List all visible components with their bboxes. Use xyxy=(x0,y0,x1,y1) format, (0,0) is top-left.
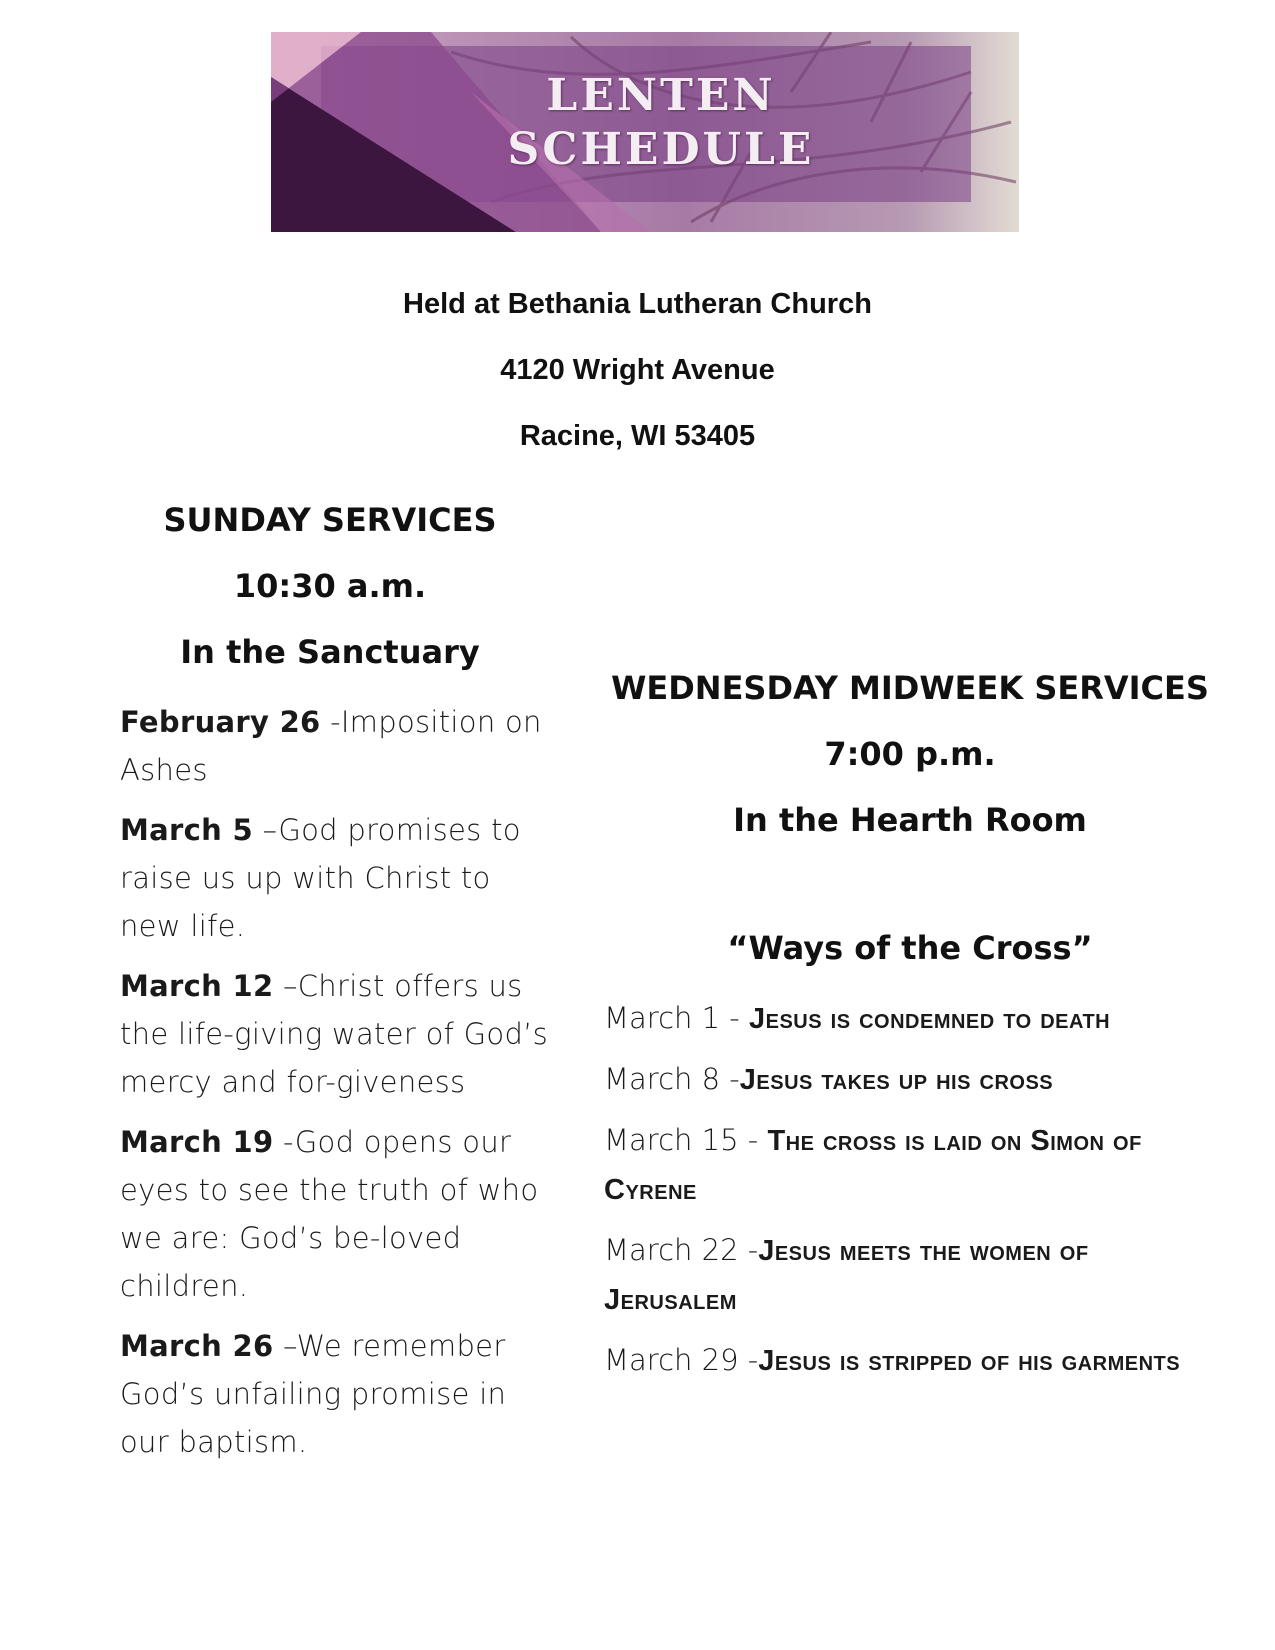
list-item xyxy=(120,1118,560,1310)
list-item xyxy=(120,698,560,794)
wednesday-service-list xyxy=(604,994,1224,1385)
service-date: March 12 xyxy=(120,969,274,1003)
church-name: Held at Bethania Lutheran Church xyxy=(403,288,872,320)
service-description: –We remember God’s unfailing promise in our baptism. xyxy=(120,1329,507,1459)
sunday-heading: SUNDAY SERVICES xyxy=(163,501,497,539)
service-date: March 22 - xyxy=(604,1233,759,1267)
service-description: –Christ offers us the life-giving water of God’s mercy and for-giveness xyxy=(120,969,549,1099)
station-title: The cross is laid on Simon of Cyrene xyxy=(604,1125,1142,1206)
sunday-location: In the Sanctuary xyxy=(180,633,480,671)
station-title: Jesus is stripped of his garments xyxy=(758,1345,1181,1377)
list-item xyxy=(120,962,560,1106)
series-title: “Ways of the Cross” xyxy=(727,929,1093,967)
street-address: 4120 Wright Avenue xyxy=(500,354,775,386)
service-date: March 8 - xyxy=(604,1062,740,1096)
service-date: February 26 xyxy=(120,705,321,739)
service-date: March 19 xyxy=(120,1125,274,1159)
wednesday-location: In the Hearth Room xyxy=(733,801,1087,839)
service-date: March 29 - xyxy=(604,1343,759,1377)
station-title: Jesus takes up his cross xyxy=(739,1064,1054,1096)
service-date: March 5 xyxy=(120,813,253,847)
wednesday-heading: WEDNESDAY MIDWEEK SERVICES xyxy=(611,669,1209,707)
list-item xyxy=(604,1116,1224,1214)
wednesday-services-section xyxy=(604,668,1224,1397)
sunday-time: 10:30 a.m. xyxy=(233,567,427,605)
service-description: -Imposition on Ashes xyxy=(120,705,542,787)
service-description: -God opens our eyes to see the truth of who we are: God’s be-loved children. xyxy=(120,1125,539,1303)
list-item xyxy=(604,1336,1224,1385)
sunday-services-section xyxy=(120,500,560,1478)
sunday-service-list xyxy=(120,698,560,1466)
list-item xyxy=(604,994,1224,1043)
banner-title-line2: SCHEDULE xyxy=(507,124,815,175)
banner-title-line1: LENTEN xyxy=(546,70,776,121)
wednesday-time: 7:00 p.m. xyxy=(824,735,996,773)
list-item xyxy=(120,806,560,950)
service-description: –God promises to raise us up with Christ to new life. xyxy=(120,813,521,943)
service-date: March 26 xyxy=(120,1329,274,1363)
list-item xyxy=(604,1055,1224,1104)
station-title: Jesus meets the women of Jerusalem xyxy=(604,1235,1089,1316)
service-date: March 1 - xyxy=(604,1001,749,1035)
city-state-zip: Racine, WI 53405 xyxy=(519,420,756,452)
list-item xyxy=(120,1322,560,1466)
list-item xyxy=(604,1226,1224,1324)
service-date: March 15 - xyxy=(604,1123,768,1157)
station-title: Jesus is condemned to death xyxy=(748,1003,1111,1035)
lenten-banner xyxy=(271,32,1019,232)
